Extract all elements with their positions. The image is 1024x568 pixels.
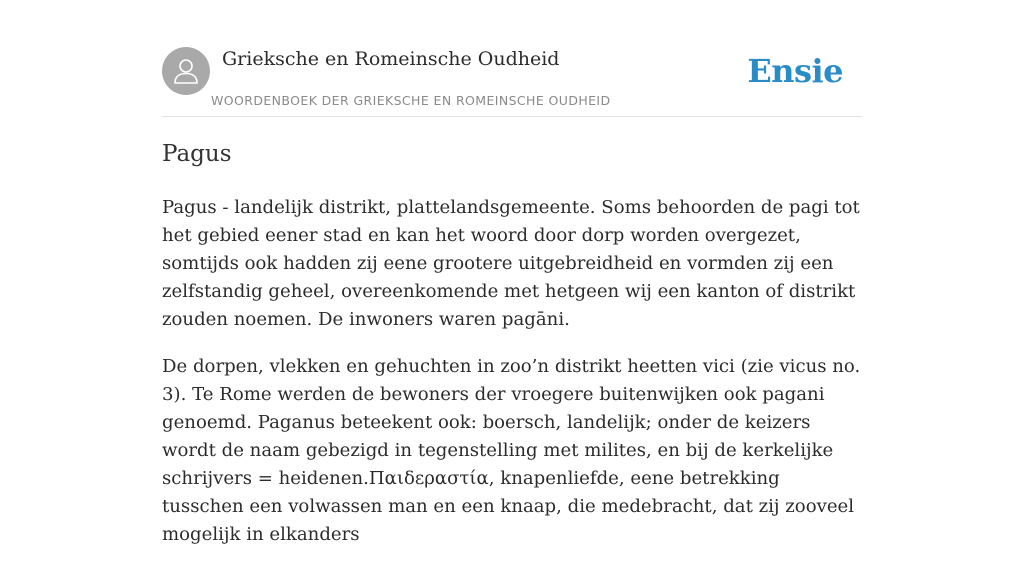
- article: [162, 138, 862, 568]
- brand-logo[interactable]: Ensie: [747, 52, 843, 90]
- site-title[interactable]: Grieksche en Romeinsche Oudheid: [222, 48, 560, 70]
- article-paragraph-2: De dorpen, vlekken en gehuchten in zoo’n distrikt heetten vici (zie vicus no. 3). Te Rome werden de bewoners der vroegere buitenwijken ook pagani genoemd. Paganus beteekent ook: boersch, landelijk; onder de keizers wordt de naam gebezigd in tegenstelling met milites, en bij de kerkelijke schrijvers = heidenen.Παιδεραστία, knapenliefde, eene betrekking tusschen een volwassen man en een knaap, die medebracht, dat zij zooveel mogelijk in elkanders: [162, 356, 861, 545]
- site-header: [162, 47, 862, 117]
- page-title: Pagus: [162, 141, 232, 167]
- avatar[interactable]: [162, 47, 210, 95]
- site-subtitle: WOORDENBOEK DER GRIEKSCHE EN ROMEINSCHE OUDHEID: [211, 93, 611, 108]
- article-paragraph-1: Pagus - landelijk distrikt, plattelandsgemeente. Soms behoorden de pagi tot het gebied eener stad en kan het woord door dorp worden overgezet, somtijds ook hadden zij eene grootere uitgebreidheid en vormden zij een zelfstandig geheel, overeenkomende met hetgeen wij een kanton of distrikt zouden noemen. De inwoners waren pagāni.: [162, 197, 860, 330]
- user-avatar-icon: [171, 56, 201, 86]
